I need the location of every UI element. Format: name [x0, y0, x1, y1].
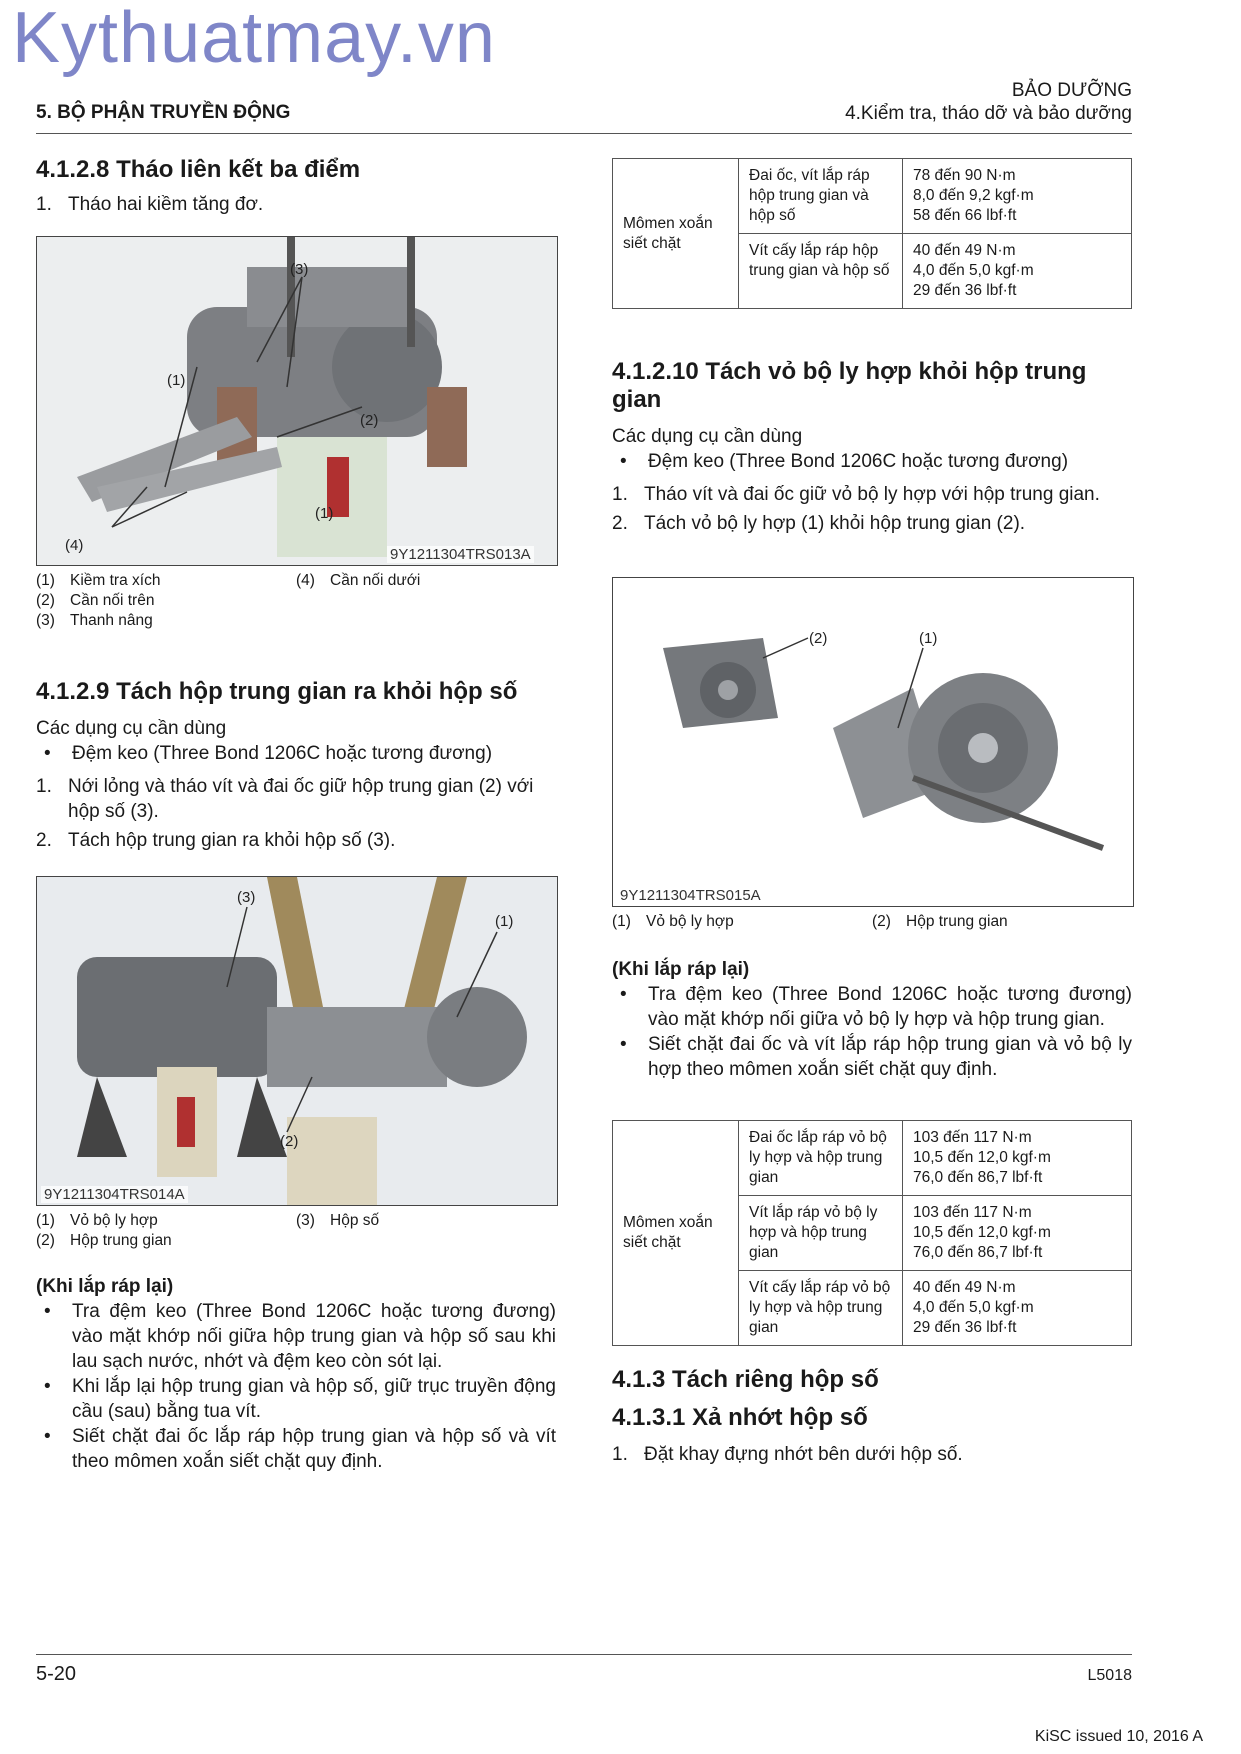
figure-id: 9Y1211304TRS013A	[387, 546, 534, 563]
reassembly-heading: (Khi lắp ráp lại)	[36, 1276, 174, 1297]
reassembly-heading: (Khi lắp ráp lại)	[612, 959, 750, 980]
torque-item: Vít cấy lắp ráp hộp trung gian và hộp số	[739, 234, 903, 309]
reassembly-item: • Tra đệm keo (Three Bond 1206C hoặc tương đương) vào mặt khớp nối giữa hộp trung gian và hộp số sau khi lau sạch nước, nhớt và đệm keo còn sót lại.	[44, 1301, 556, 1372]
step-item: 1. Tháo hai kiềm tăng đơ.	[36, 194, 264, 215]
callout: (3)	[290, 261, 309, 278]
torque-values: 103 đến 117 N·m 10,5 đến 12,0 kgf·m 76,0 đến 86,7 lbf·ft	[903, 1196, 1132, 1271]
step-item: 1. Tháo vít và đai ốc giữ vỏ bộ ly hợp với hộp trung gian.	[612, 484, 1100, 505]
header-category: BẢO DƯỠNG	[1011, 80, 1132, 101]
section-4-1-2-8	[36, 156, 556, 217]
reassembly-notes	[36, 1274, 556, 1474]
torque-label: Mômen xoắn siết chặt	[613, 159, 739, 309]
step-item: 2. Tách vỏ bộ ly hợp (1) khỏi hộp trung gian (2).	[612, 513, 1026, 534]
tool-item: • Đệm keo (Three Bond 1206C hoặc tương đương)	[44, 743, 493, 764]
callout: (2)	[280, 1133, 299, 1150]
tools-list	[36, 741, 556, 766]
tools-list	[612, 449, 1132, 474]
section-heading: 5. BỘ PHẬN TRUYỀN ĐỘNG	[36, 102, 291, 123]
section-4-1-2-9	[36, 678, 556, 853]
section-subtitle: 4.1.3.1 Xả nhớt hộp số	[612, 1404, 868, 1431]
issue-note: KiSC issued 10, 2016 A	[1034, 1728, 1203, 1745]
figure-captions: (1) Kiềm tra xích (4) Cần nối dưới (2) Cần nối trên (3) Thanh nâng	[36, 572, 421, 629]
torque-values: 103 đến 117 N·m 10,5 đến 12,0 kgf·m 76,0 đến 86,7 lbf·ft	[903, 1121, 1132, 1196]
figure-id: 9Y1211304TRS014A	[41, 1186, 188, 1203]
torque-item: Đai ốc lắp ráp vỏ bộ ly hợp và hộp trung gian	[739, 1121, 903, 1196]
torque-item: Đai ốc, vít lắp ráp hộp trung gian và hộp số	[739, 159, 903, 234]
figure-clutch-housing	[612, 577, 1134, 907]
watermark: Kythuatmay.vn	[12, 0, 496, 78]
reassembly-item: • Khi lắp lại hộp trung gian và hộp số, giữ trục truyền động cầu (sau) bằng tua vít.	[44, 1376, 556, 1422]
step-list	[612, 1442, 1132, 1467]
callout: (1)	[167, 372, 186, 389]
reassembly-list	[36, 1299, 556, 1474]
reassembly-item: • Tra đệm keo (Three Bond 1206C hoặc tương đương) vào mặt khớp nối giữa vỏ bộ ly hợp và hộp trung gian.	[620, 984, 1132, 1030]
torque-table-2	[612, 1120, 1132, 1346]
reassembly-item: • Siết chặt đai ốc lắp ráp hộp trung gian và hộp số và vít theo mômen xoắn siết chặt quy định.	[44, 1426, 556, 1472]
tools-heading: Các dụng cụ cần dùng	[612, 426, 803, 447]
callout: (2)	[360, 412, 379, 429]
figure-captions: (1) Vỏ bộ ly hợp (3) Hộp số (2) Hộp trung gian	[36, 1212, 380, 1249]
figure-three-point-linkage	[36, 236, 558, 566]
page-number: 5-20	[36, 1663, 77, 1685]
section-4-1-2-10	[612, 358, 1132, 536]
section-title: 4.1.2.9 Tách hộp trung gian ra khỏi hộp số	[36, 678, 518, 705]
section-4-1-3	[612, 1366, 1132, 1467]
torque-table-1	[612, 158, 1132, 309]
reassembly-item: • Siết chặt đai ốc và vít lắp ráp hộp trung gian và vỏ bộ ly hợp theo mômen xoắn siết chặt quy định.	[620, 1034, 1132, 1080]
section-title: 4.1.3 Tách riêng hộp số	[612, 1366, 879, 1393]
header-subcategory: 4.Kiểm tra, tháo dỡ và bảo dưỡng	[845, 103, 1132, 124]
callout: (2)	[809, 630, 828, 647]
callout: (1)	[315, 505, 334, 522]
header-rule	[36, 133, 1132, 134]
callout: (1)	[919, 630, 938, 647]
footer-rule	[36, 1654, 1132, 1655]
torque-item: Vít cấy lắp ráp vỏ bộ ly hợp và hộp trung gian	[739, 1271, 903, 1346]
torque-values: 78 đến 90 N·m 8,0 đến 9,2 kgf·m 58 đến 66 lbf·ft	[903, 159, 1132, 234]
reassembly-notes	[612, 957, 1132, 1082]
figure-captions: (1) Vỏ bộ ly hợp (2) Hộp trung gian	[612, 913, 1008, 930]
section-title: 4.1.2.8 Tháo liên kết ba điểm	[36, 156, 361, 183]
torque-values: 40 đến 49 N·m 4,0 đến 5,0 kgf·m 29 đến 36 lbf·ft	[903, 1271, 1132, 1346]
callout: (1)	[495, 913, 514, 930]
section-title: 4.1.2.10 Tách vỏ bộ ly hợp khỏi hộp trung gian	[612, 358, 1087, 413]
step-list	[36, 192, 556, 217]
tractor-rear-illustration	[37, 237, 557, 565]
step-item: 1. Nới lỏng và tháo vít và đai ốc giữ hộp trung gian (2) với hộp số (3).	[36, 776, 534, 822]
figure-id: 9Y1211304TRS015A	[617, 887, 764, 904]
callout: (4)	[65, 537, 84, 554]
clutch-housing-illustration	[613, 578, 1133, 906]
callout: (3)	[237, 889, 256, 906]
torque-item: Vít lắp ráp vỏ bộ ly hợp và hộp trung gian	[739, 1196, 903, 1271]
step-item: 1. Đặt khay đựng nhớt bên dưới hộp số.	[612, 1444, 963, 1465]
step-item: 2. Tách hộp trung gian ra khỏi hộp số (3).	[36, 830, 396, 851]
torque-values: 40 đến 49 N·m 4,0 đến 5,0 kgf·m 29 đến 36 lbf·ft	[903, 234, 1132, 309]
model-code: L5018	[1087, 1667, 1132, 1684]
figure-separate-gearbox	[36, 876, 558, 1206]
step-list	[612, 482, 1132, 536]
step-list	[36, 774, 556, 853]
reassembly-list	[612, 982, 1132, 1082]
tools-heading: Các dụng cụ cần dùng	[36, 718, 227, 739]
tool-item: • Đệm keo (Three Bond 1206C hoặc tương đương)	[620, 451, 1069, 472]
gearbox-lifted-illustration	[37, 877, 557, 1205]
torque-label: Mômen xoắn siết chặt	[613, 1121, 739, 1346]
